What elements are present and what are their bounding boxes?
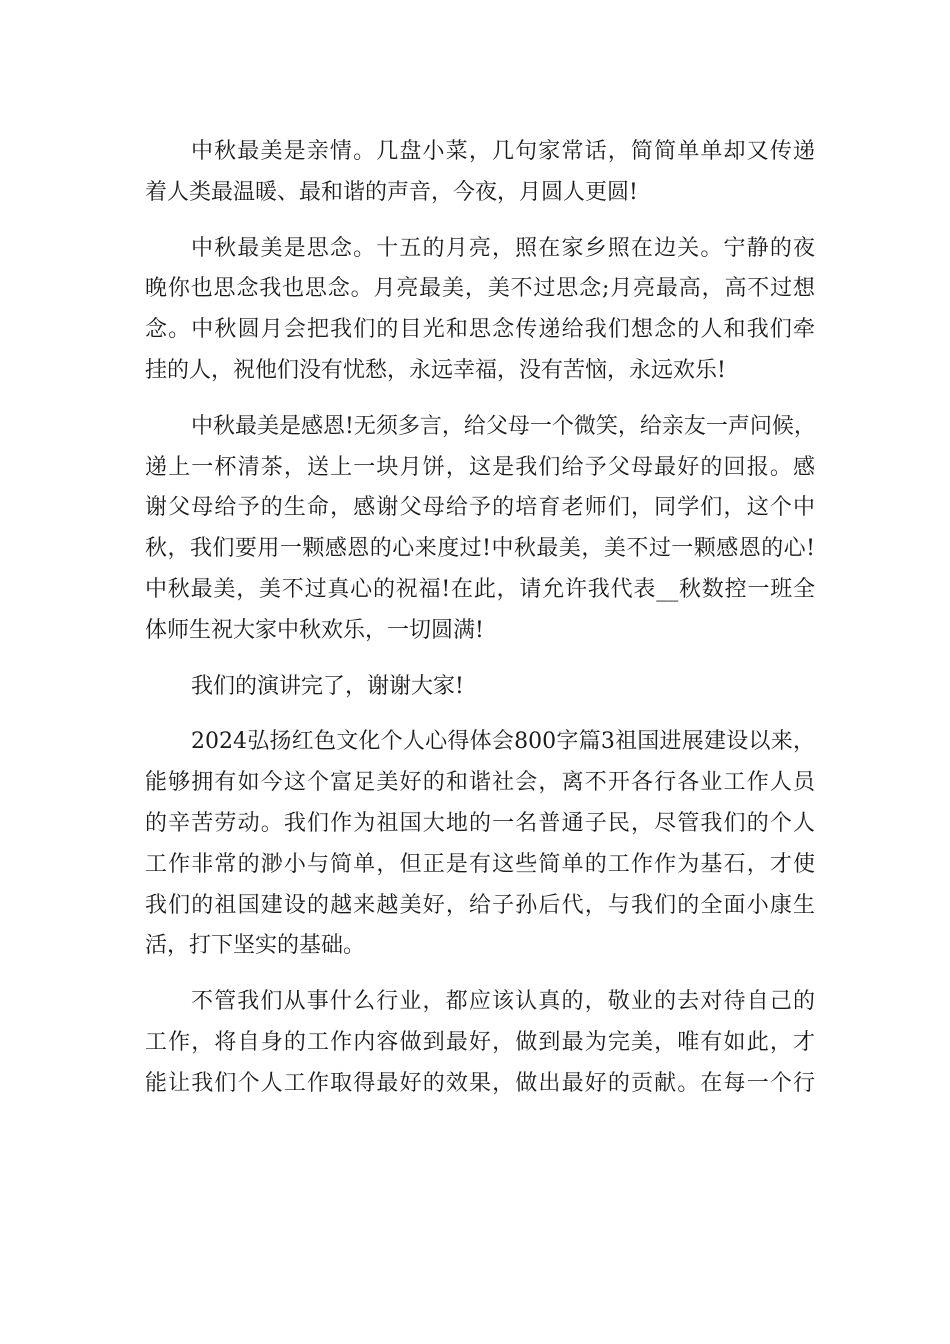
- paragraph-line: 能让我们个人工作取得最好的效果，做出最好的贡献。在每一个行: [145, 1070, 815, 1096]
- paragraph-line: 念。中秋圆月会把我们的目光和思念传递给我们想念的人和我们牵: [145, 317, 815, 343]
- paragraph-line: 递上一杯清茶，送上一块月饼，这是我们给予父母最好的回报。感: [145, 454, 815, 480]
- paragraph-line: 中秋最美是感恩!无须多言，给父母一个微笑，给亲友一声问候，: [191, 413, 816, 439]
- paragraph-line: 的辛苦劳动。我们作为祖国大地的一名普通子民，尽管我们的个人: [145, 810, 815, 836]
- paragraph-line: 中秋最美是亲情。几盘小菜，几句家常话，简简单单却又传递: [191, 139, 815, 164]
- paragraph-line: 我们的演讲完了，谢谢大家!: [191, 673, 464, 699]
- paragraph-line: 挂的人，祝他们没有忧愁，永远幸福，没有苦恼，永远欢乐!: [145, 357, 726, 383]
- paragraph-spacer: [145, 967, 815, 982]
- paragraph-line: 工作非常的渺小与简单，但正是有这些简单的工作作为基石，才使: [145, 851, 815, 877]
- paragraph-line: 谢父母给予的生命，感谢父母给予的培育老师们，同学们，这个中: [145, 495, 815, 521]
- paragraph-mid-autumn-family: [145, 132, 815, 214]
- paragraph-spacer: [145, 707, 815, 722]
- paragraph-line: 体师生祝大家中秋欢乐，一切圆满!: [145, 617, 484, 643]
- paragraph-spacer: [145, 392, 815, 407]
- paragraph-spacer: [145, 652, 815, 667]
- paragraph-line: 2024弘扬红色文化个人心得体会800字篇3祖国进展建设以来，: [191, 729, 815, 755]
- paragraph-mid-autumn-longing: [145, 229, 815, 392]
- paragraph-line: 不管我们从事什么行业，都应该认真的，敬业的去对待自己的: [191, 989, 815, 1015]
- paragraph-line: 着人类最温暖、最和谐的声音，今夜，月圆人更圆!: [145, 179, 638, 205]
- paragraph-line: 能够拥有如今这个富足美好的和谐社会，离不开各行各业工作人员: [145, 770, 815, 796]
- paragraph-line: 活，打下坚实的基础。: [145, 933, 366, 959]
- paragraph-line: 中秋最美，美不过真心的祝福!在此，请允许我代表__秋数控一班全: [145, 576, 815, 602]
- paragraph-essay-3-intro: [145, 722, 815, 967]
- paragraph-work-dedication: [145, 982, 815, 1104]
- paragraph-line: 秋，我们要用一颗感恩的心来度过!中秋最美，美不过一颗感恩的心!: [145, 536, 815, 562]
- paragraph-spacer: [145, 214, 815, 229]
- paragraph-line: 工作，将自身的工作内容做到最好，做到最为完美，唯有如此，才: [145, 1029, 815, 1055]
- paragraph-mid-autumn-gratitude: [145, 407, 815, 652]
- paragraph-line: 晚你也思念我也思念。月亮最美，美不过思念;月亮最高，高不过想: [145, 276, 815, 302]
- paragraph-line: 我们的祖国建设的越来越美好，给子孙后代，与我们的全面小康生: [145, 892, 815, 918]
- document-body: [145, 132, 815, 1105]
- paragraph-line: 中秋最美是思念。十五的月亮，照在家乡照在边关。宁静的夜: [191, 235, 815, 261]
- paragraph-speech-closing: [145, 667, 815, 708]
